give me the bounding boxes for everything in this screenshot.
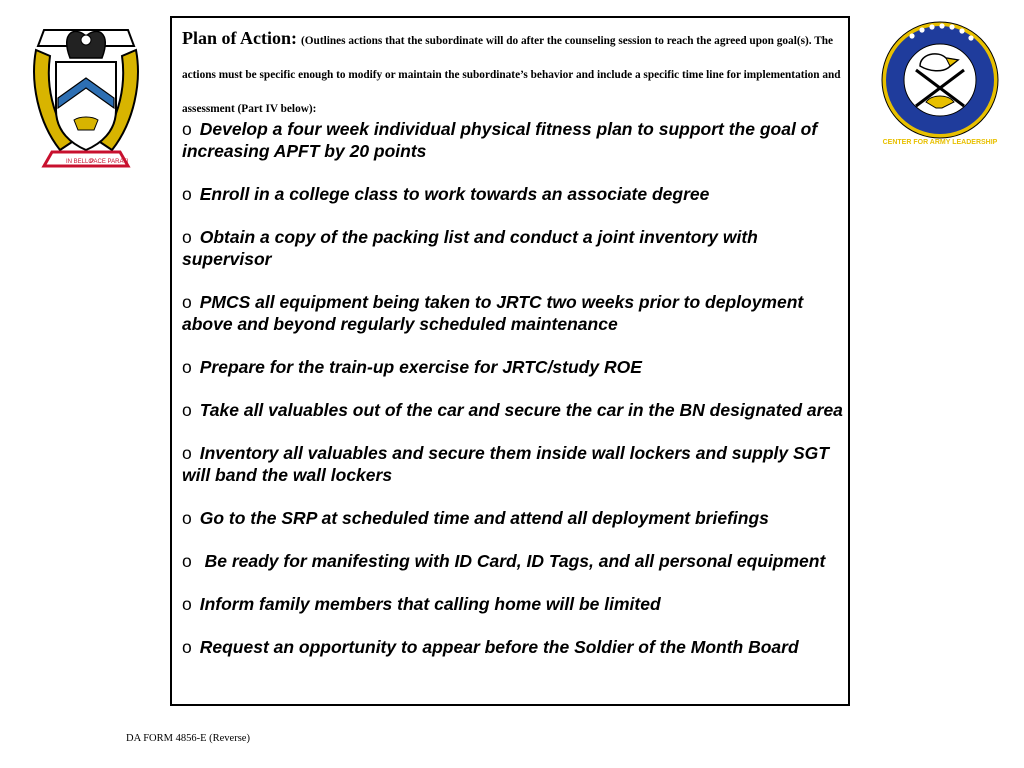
- action-text: PMCS all equipment being taken to JRTC two weeks prior to deployment above and beyond regularly scheduled maintenance: [182, 292, 804, 334]
- center-for-army-leadership-logo: [880, 10, 1000, 150]
- bullet-icon: o: [182, 551, 192, 571]
- action-item: [182, 183, 848, 205]
- bullet-icon: o: [182, 508, 192, 528]
- action-text: Be ready for manifesting with ID Card, ID Tags, and all personal equipment: [199, 551, 826, 571]
- action-text: Obtain a copy of the packing list and conduct a joint inventory with supervisor: [182, 227, 758, 269]
- bullet-icon: o: [182, 400, 192, 420]
- action-item: [182, 636, 848, 658]
- plan-of-action-box: [170, 16, 850, 706]
- plan-of-action-title: Plan of Action:: [182, 28, 297, 48]
- left-ribbon-text: IN BELLO: [66, 159, 94, 165]
- action-item: [182, 399, 848, 421]
- action-list: [182, 118, 848, 658]
- action-text: Develop a four week individual physical fitness plan to support the goal of increasing APFT by 20 points: [182, 119, 818, 161]
- plan-of-action-instructions: (Outlines actions that the subordinate will do after the counseling session to reach the agreed upon goal(s). The actions must be specific enough to modify or maintain the subordinate’s behavior and include a specific time line for implementation and assessment (Part IV below):: [182, 35, 841, 115]
- bullet-icon: o: [182, 292, 192, 312]
- bullet-icon: o: [182, 637, 192, 657]
- action-text: Inventory all valuables and secure them inside wall lockers and supply SGT will band the wall lockers: [182, 443, 829, 485]
- right-logo-text: CENTER FOR ARMY LEADERSHIP: [882, 139, 998, 146]
- action-text: Request an opportunity to appear before the Soldier of the Month Board: [199, 637, 799, 657]
- action-item: [182, 442, 848, 486]
- bullet-icon: o: [182, 119, 192, 139]
- action-text: Prepare for the train-up exercise for JRTC/study ROE: [199, 357, 642, 377]
- action-item: [182, 226, 848, 270]
- action-item: [182, 291, 848, 335]
- army-coat-of-arms-logo: [30, 12, 142, 168]
- bullet-icon: o: [182, 227, 192, 247]
- plan-of-action-header: [182, 24, 848, 126]
- right-ribbon-text: PACE PARATI: [90, 159, 129, 165]
- action-text: Inform family members that calling home will be limited: [199, 594, 661, 614]
- action-text: Enroll in a college class to work towards an associate degree: [199, 184, 710, 204]
- action-item: [182, 550, 848, 572]
- bullet-icon: o: [182, 443, 192, 463]
- bullet-icon: o: [182, 594, 192, 614]
- action-item: [182, 356, 848, 378]
- action-text: Take all valuables out of the car and secure the car in the BN designated area: [199, 400, 843, 420]
- action-item: [182, 507, 848, 529]
- action-item: [182, 118, 848, 162]
- form-id-footer: DA FORM 4856-E (Reverse): [126, 733, 250, 744]
- action-text: Go to the SRP at scheduled time and attend all deployment briefings: [199, 508, 769, 528]
- action-item: [182, 593, 848, 615]
- bullet-icon: o: [182, 184, 192, 204]
- bullet-icon: o: [182, 357, 192, 377]
